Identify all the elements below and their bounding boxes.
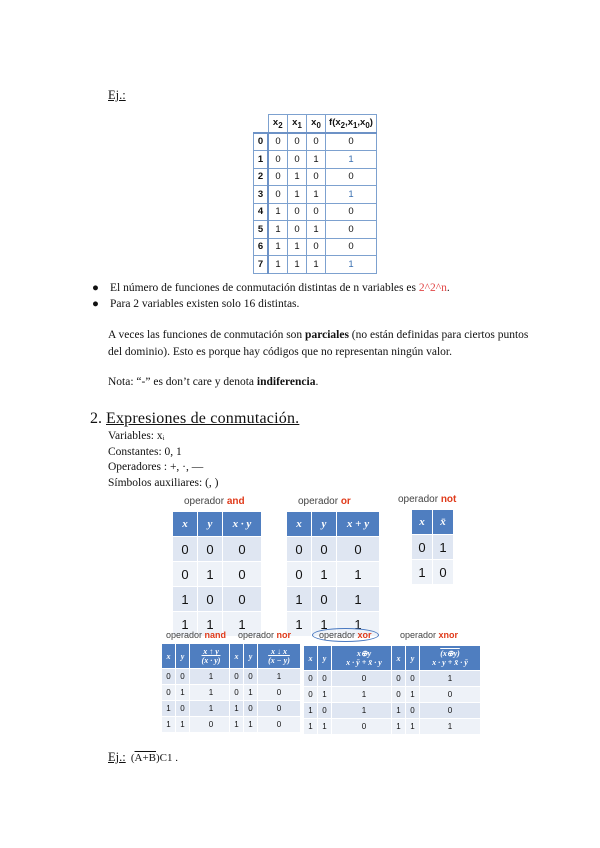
op-nor-row bbox=[230, 685, 301, 701]
example-label: Ej.: bbox=[108, 88, 126, 102]
op-or-cell: 1 bbox=[287, 587, 312, 612]
cell-x2: 1 bbox=[268, 203, 288, 221]
formula-2-2-n: 2^2^n bbox=[418, 282, 447, 294]
op-or-table: x y x + y 0 0 0 0 1 1 1 0 1 1 1 1 bbox=[286, 511, 380, 637]
op-or-cell: 1 bbox=[337, 612, 380, 637]
cell-idx: 0 bbox=[254, 133, 269, 151]
op-xor-cell: 1 bbox=[304, 703, 318, 719]
op-nand-cell: 1 bbox=[162, 701, 176, 717]
op-or-row bbox=[287, 562, 380, 587]
truth-table-row bbox=[254, 168, 377, 186]
op-xor-row bbox=[304, 703, 397, 719]
op-nor-row bbox=[230, 701, 301, 717]
op-xnor-row bbox=[392, 719, 481, 735]
truth-table-row bbox=[254, 256, 377, 274]
op-xor-table: x y x⊕y x · ȳ + x̄ · y 0 0 0 0 1 1 1 0 1 1 1 0 bbox=[303, 645, 397, 735]
op-nor-cell: 0 bbox=[244, 701, 258, 717]
op-xor-cell: 0 bbox=[318, 703, 332, 719]
partial-functions-paragraph: A veces las funciones de conmutación son parciales (no están definidas para ciertos puntos del dominio). Esto es porque hay códigos que no representan ningún valor. bbox=[108, 329, 529, 358]
op-xor-row bbox=[304, 671, 397, 687]
op-xnor-row bbox=[392, 703, 481, 719]
example2-expression: (A+B)C1 . bbox=[130, 752, 179, 764]
cell-idx: 3 bbox=[254, 186, 269, 204]
note-paragraph: Nota: “-” es don’t care y denota indiferencia. bbox=[108, 376, 319, 388]
op-xnor-row bbox=[392, 671, 481, 687]
def-aux: Símbolos auxiliares: (, ) bbox=[108, 476, 219, 489]
op-nand-cell: 1 bbox=[176, 685, 190, 701]
op-and-title: operador and bbox=[184, 496, 245, 507]
header-x0: $x_0$ bbox=[307, 115, 326, 133]
op-nand-title: operador nand bbox=[166, 630, 227, 640]
def-constants: Constantes: 0, 1 bbox=[108, 445, 182, 458]
cell-x0: 0 bbox=[307, 168, 326, 186]
op-xor-cell: 1 bbox=[318, 719, 332, 735]
cell-x0: 0 bbox=[307, 238, 326, 256]
def-variables: Variables: xᵢ bbox=[108, 430, 165, 442]
op-xor-cell: 0 bbox=[304, 687, 318, 703]
op-not-table: x x̄ 0 1 1 0 bbox=[411, 509, 454, 585]
op-and-cell: 1 bbox=[223, 612, 262, 637]
op-xnor-cell: 0 bbox=[406, 671, 420, 687]
cell-f: 1 bbox=[326, 186, 377, 204]
op-nand-row bbox=[162, 717, 233, 733]
op-xnor-cell: 0 bbox=[420, 703, 481, 719]
op-or-cell: 1 bbox=[337, 587, 380, 612]
op-and-cell: 1 bbox=[173, 587, 198, 612]
op-not-row bbox=[412, 560, 454, 585]
op-nand-cell: 1 bbox=[190, 701, 233, 717]
truth-table-header bbox=[254, 115, 377, 133]
op-nor-cell: 0 bbox=[258, 717, 301, 733]
truth-table-row bbox=[254, 186, 377, 204]
bullet-item: ● El número de funciones de conmutación distintas de n variables es 2^2^n. bbox=[92, 282, 450, 294]
op-nor-cell: 1 bbox=[230, 701, 244, 717]
cell-x2: 0 bbox=[268, 133, 288, 151]
cell-x2: 0 bbox=[268, 168, 288, 186]
cell-x1: 1 bbox=[288, 168, 307, 186]
op-xor-title: operador xor bbox=[312, 628, 379, 642]
op-xor-cell: 1 bbox=[332, 703, 397, 719]
truth-table-row bbox=[254, 238, 377, 256]
op-or-cell: 0 bbox=[337, 537, 380, 562]
op-nand-cell: 1 bbox=[162, 717, 176, 733]
cell-x1: 0 bbox=[288, 203, 307, 221]
op-and-cell: 0 bbox=[223, 562, 262, 587]
op-not-cell: 1 bbox=[433, 535, 454, 560]
op-not-title: operador not bbox=[398, 494, 457, 505]
cell-x1: 1 bbox=[288, 186, 307, 204]
op-or-row bbox=[287, 587, 380, 612]
bullet-item: ● Para 2 variables existen solo 16 distintas. bbox=[92, 298, 300, 310]
op-xnor-cell: 0 bbox=[406, 703, 420, 719]
cell-idx: 7 bbox=[254, 256, 269, 274]
cell-x0: 1 bbox=[307, 221, 326, 239]
op-and-table: x y x · y 0 0 0 0 1 0 1 0 0 1 1 1 bbox=[172, 511, 262, 637]
op-xnor-cell: 0 bbox=[392, 671, 406, 687]
cell-idx: 5 bbox=[254, 221, 269, 239]
op-or-cell: 1 bbox=[337, 562, 380, 587]
op-xor-cell: 0 bbox=[332, 671, 397, 687]
op-xnor-table: x y (x⊕y) x · y + x̄ · ȳ 0 0 1 0 1 0 1 0 0 1 1 1 bbox=[391, 645, 481, 735]
cell-x0: 1 bbox=[307, 256, 326, 274]
op-nor-title: operador nor bbox=[238, 630, 292, 640]
op-xnor-title: operador xnor bbox=[400, 630, 459, 640]
cell-idx: 6 bbox=[254, 238, 269, 256]
op-and-cell: 1 bbox=[173, 612, 198, 637]
cell-x2: 1 bbox=[268, 256, 288, 274]
op-nor-cell: 0 bbox=[258, 685, 301, 701]
op-nor-cell: 1 bbox=[258, 669, 301, 685]
op-nand-cell: 0 bbox=[176, 669, 190, 685]
op-and-cell: 0 bbox=[173, 562, 198, 587]
example2-block bbox=[108, 750, 178, 765]
op-or-title: operador or bbox=[298, 496, 351, 507]
op-nand-cell: 0 bbox=[190, 717, 233, 733]
op-and-row bbox=[173, 537, 262, 562]
op-nand-cell: 1 bbox=[176, 717, 190, 733]
op-xor-row bbox=[304, 719, 397, 735]
op-nand-table: x y x ↑ y (x · y) 0 0 1 0 1 1 1 0 1 1 1 0 bbox=[161, 643, 233, 733]
cell-x1: 1 bbox=[288, 256, 307, 274]
op-and-cell: 1 bbox=[198, 562, 223, 587]
header-x1: $x_1$ bbox=[288, 115, 307, 133]
cell-x1: 0 bbox=[288, 221, 307, 239]
op-xor-cell: 1 bbox=[332, 687, 397, 703]
section-heading: 2. Expresiones de conmutación. bbox=[90, 410, 300, 427]
op-nand-row bbox=[162, 685, 233, 701]
op-or-cell: 1 bbox=[287, 612, 312, 637]
cell-x1: 0 bbox=[288, 133, 307, 151]
op-xnor-cell: 0 bbox=[392, 687, 406, 703]
op-xor-cell: 1 bbox=[304, 719, 318, 735]
truth-table-row bbox=[254, 221, 377, 239]
op-and-row bbox=[173, 587, 262, 612]
op-and-cell: 0 bbox=[198, 587, 223, 612]
op-and-cell: 0 bbox=[223, 587, 262, 612]
op-nand-cell: 0 bbox=[162, 669, 176, 685]
op-nor-cell: 0 bbox=[230, 669, 244, 685]
op-xor-cell: 0 bbox=[332, 719, 397, 735]
cell-x2: 0 bbox=[268, 151, 288, 169]
op-xnor-cell: 1 bbox=[420, 719, 481, 735]
cell-x1: 0 bbox=[288, 151, 307, 169]
op-xnor-cell: 1 bbox=[406, 719, 420, 735]
op-not-cell: 1 bbox=[412, 560, 433, 585]
op-or-cell: 1 bbox=[312, 562, 337, 587]
op-and-cell: 0 bbox=[198, 537, 223, 562]
op-or-cell: 0 bbox=[287, 562, 312, 587]
cell-f: 0 bbox=[326, 203, 377, 221]
op-not-row bbox=[412, 535, 454, 560]
cell-x0: 0 bbox=[307, 133, 326, 151]
op-nor-cell: 1 bbox=[244, 717, 258, 733]
op-xor-cell: 0 bbox=[318, 671, 332, 687]
op-nor-row bbox=[230, 717, 301, 733]
op-and-row bbox=[173, 562, 262, 587]
op-and-cell: 0 bbox=[223, 537, 262, 562]
truth-table-row bbox=[254, 203, 377, 221]
cell-x0: 0 bbox=[307, 203, 326, 221]
cell-x1: 1 bbox=[288, 238, 307, 256]
bullet-list bbox=[92, 280, 532, 312]
op-or-row bbox=[287, 537, 380, 562]
truth-table-row bbox=[254, 151, 377, 169]
op-not-cell: 0 bbox=[433, 560, 454, 585]
op-nor-row bbox=[230, 669, 301, 685]
cell-x2: 1 bbox=[268, 221, 288, 239]
op-nand-cell: 0 bbox=[162, 685, 176, 701]
op-nor-cell: 0 bbox=[244, 669, 258, 685]
op-nand-cell: 1 bbox=[190, 669, 233, 685]
cell-idx: 4 bbox=[254, 203, 269, 221]
cell-f: 0 bbox=[326, 221, 377, 239]
header-x2: $x_2$ bbox=[268, 115, 288, 133]
cell-x0: 1 bbox=[307, 186, 326, 204]
op-nor-table: x y x ↓ x (x − y) 0 0 1 0 1 0 1 0 0 1 1 0 bbox=[229, 643, 301, 733]
op-or-cell: 0 bbox=[312, 537, 337, 562]
cell-f: 1 bbox=[326, 151, 377, 169]
op-xor-cell: 1 bbox=[318, 687, 332, 703]
truth-table bbox=[253, 114, 377, 274]
op-or-cell: 0 bbox=[287, 537, 312, 562]
op-and-cell: 0 bbox=[173, 537, 198, 562]
op-nor-cell: 1 bbox=[230, 717, 244, 733]
op-nor-cell: 0 bbox=[230, 685, 244, 701]
definitions-block bbox=[108, 429, 219, 491]
op-xor-cell: 0 bbox=[304, 671, 318, 687]
cell-f: 0 bbox=[326, 133, 377, 151]
op-xor-row bbox=[304, 687, 397, 703]
example2-label: Ej.: bbox=[108, 750, 126, 764]
cell-x0: 1 bbox=[307, 151, 326, 169]
cell-x2: 1 bbox=[268, 238, 288, 256]
op-not-cell: 0 bbox=[412, 535, 433, 560]
cell-idx: 1 bbox=[254, 151, 269, 169]
op-nand-cell: 1 bbox=[190, 685, 233, 701]
op-nand-row bbox=[162, 701, 233, 717]
op-or-cell: 0 bbox=[312, 587, 337, 612]
op-nand-row bbox=[162, 669, 233, 685]
cell-f: 1 bbox=[326, 256, 377, 274]
cell-f: 0 bbox=[326, 238, 377, 256]
op-and-cell: 1 bbox=[198, 612, 223, 637]
cell-x2: 0 bbox=[268, 186, 288, 204]
op-xnor-row bbox=[392, 687, 481, 703]
op-nor-cell: 1 bbox=[244, 685, 258, 701]
op-xnor-cell: 0 bbox=[420, 687, 481, 703]
op-or-cell: 1 bbox=[312, 612, 337, 637]
header-f: $f(x_2,x_1,x_0)$ bbox=[326, 115, 377, 133]
op-xnor-cell: 1 bbox=[420, 671, 481, 687]
op-nor-cell: 0 bbox=[258, 701, 301, 717]
op-xnor-cell: 1 bbox=[392, 719, 406, 735]
truth-table-row bbox=[254, 133, 377, 151]
cell-f: 0 bbox=[326, 168, 377, 186]
op-nand-cell: 0 bbox=[176, 701, 190, 717]
def-operators: Operadores : +, ·, — bbox=[108, 461, 204, 473]
op-xnor-cell: 1 bbox=[392, 703, 406, 719]
cell-idx: 2 bbox=[254, 168, 269, 186]
op-xnor-cell: 1 bbox=[406, 687, 420, 703]
